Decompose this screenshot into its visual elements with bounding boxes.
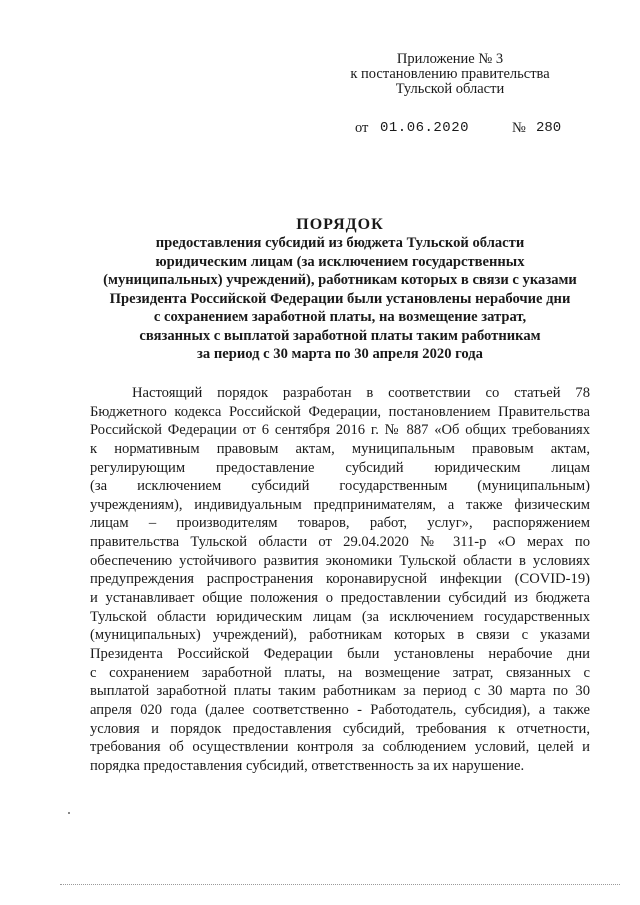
body-line: апреля 020 года (далее соответственно - Работодатель, субсидия), а также xyxy=(90,701,590,718)
body-line: предупреждения распространения коронавирусной инфекции (COVID-19) xyxy=(90,571,590,588)
body-line: регулирующим предоставление субсидий юридическим лицам xyxy=(90,459,590,476)
subtitle-line: за период с 30 марта по 30 апреля 2020 года xyxy=(197,346,483,362)
body-line: с сохранением заработной платы, на возмещение затрат, связанных с xyxy=(90,664,590,681)
appendix-reference: к постановлению правительства xyxy=(350,66,550,82)
decree-number: 280 xyxy=(536,120,562,136)
decree-date: 01.06.2020 xyxy=(380,120,470,136)
decree-number-label: № xyxy=(512,120,526,136)
document-title: ПОРЯДОК xyxy=(296,216,384,233)
body-line: порядка предоставления субсидий, ответственность за их нарушение. xyxy=(90,757,525,774)
subtitle-line: предоставления субсидий из бюджета Тульской области xyxy=(155,235,525,251)
appendix-number: Приложение № 3 xyxy=(396,51,504,67)
body-line: выплатой заработной платы таким работникам за период с 30 марта по 30 xyxy=(90,683,590,700)
body-line: (муниципальных) учреждений), работникам которых в связи с указами xyxy=(90,627,590,644)
body-line: правительства Тульской области от 29.04.2020 № 311-р «О мерах по xyxy=(90,534,590,551)
body-line: учреждениям), индивидуальным предпринимателям, а также физическим xyxy=(90,496,590,513)
subtitle-line: (муниципальных) учреждений), работникам которых в связи с указами xyxy=(103,272,577,288)
subtitle-line: с сохранением заработной платы, на возмещение затрат, xyxy=(153,309,527,325)
document-subtitle xyxy=(60,234,620,364)
body-line: Тульской области юридическим лицам (за исключением государственных xyxy=(90,608,590,625)
subtitle-line: Президента Российской Федерации были установлены нерабочие дни xyxy=(109,290,571,307)
body-line: Настоящий порядок разработан в соответствии со статьей 78 xyxy=(132,385,590,401)
body-line: условия и порядок предоставления субсидий, требования к отчетности, xyxy=(90,720,590,737)
body-line: и устанавливает общие положения о предоставлении субсидий из бюджета xyxy=(90,590,590,607)
subtitle-line: связанных с выплатой заработной платы таким работникам xyxy=(139,327,541,344)
body-paragraph xyxy=(90,384,590,775)
body-line: (за исключением субсидий государственным (муниципальным) xyxy=(90,478,590,495)
scan-bottom-edge xyxy=(60,884,620,885)
body-line: Бюджетного кодекса Российской Федерации, постановлением Правительства xyxy=(90,403,590,420)
body-line: лицам – производителям товаров, работ, услуг», распоряжением xyxy=(90,515,590,532)
body-line: к нормативным правовым актам, муниципальным правовым актам, xyxy=(90,440,590,457)
body-line: Российской Федерации от 6 сентября 2016 г. № 887 «Об общих требованиях xyxy=(90,422,590,439)
appendix-header xyxy=(300,52,600,97)
body-line: требования об осуществлении контроля за соблюдением условий, целей и xyxy=(90,739,590,756)
body-line: обеспечению устойчивого развития экономики Тульской области в условиях xyxy=(90,552,590,569)
decree-from-label: от xyxy=(355,120,369,136)
body-line: Президента Российской Федерации были установлены нерабочие дни xyxy=(90,645,590,662)
subtitle-line: юридическим лицам (за исключением государственных xyxy=(155,253,525,270)
appendix-region: Тульской области xyxy=(395,81,505,97)
scan-speck xyxy=(68,812,70,814)
